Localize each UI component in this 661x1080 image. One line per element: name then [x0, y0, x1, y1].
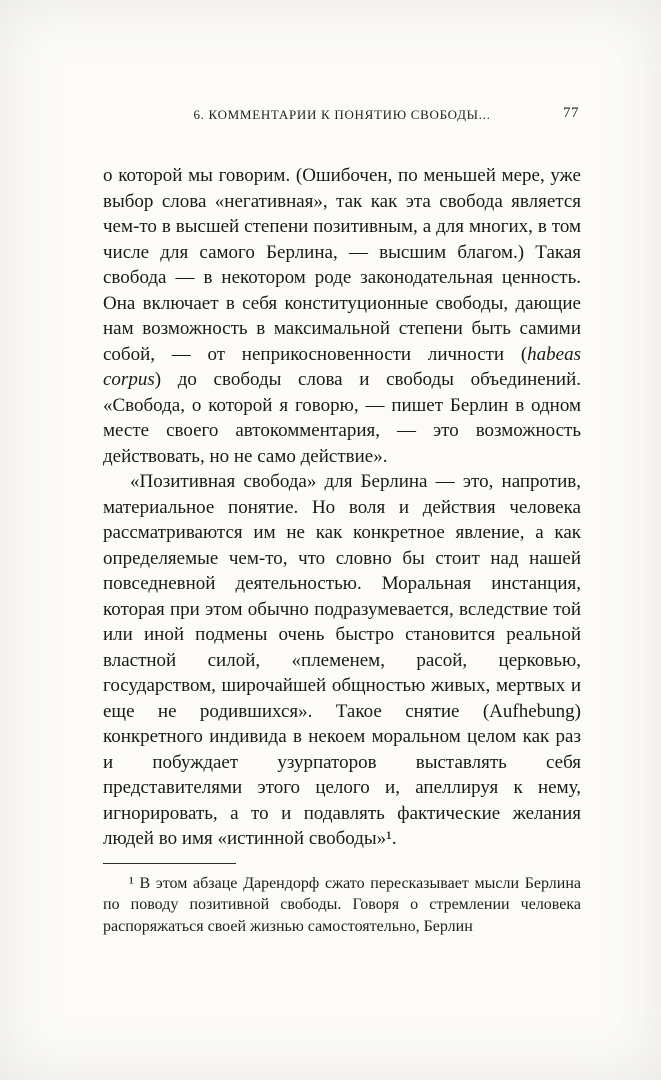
- paragraph: [103, 469, 581, 852]
- page-header: [103, 107, 581, 123]
- text-run: ) до свободы слова и свободы объединений. «Свобода, о которой я говорю, — пишет Берлин в одном месте своего автокомментария, — это возможность действовать, но не само действие».: [103, 369, 581, 467]
- running-title: 6. КОММЕНТАРИИ К ПОНЯТИЮ СВОБОДЫ...: [193, 107, 491, 122]
- page-number: 77: [563, 105, 579, 121]
- body-text: [103, 163, 581, 852]
- text-run: «Позитивная свобода» для Берлина — это, напротив, материальное понятие. Но воля и действия человека рассматриваются им не как конкретное явление, а как определяемые чем-то, что словно бы стоит над нашей повседневной деятельностью. Моральная инстанция, которая при этом обычно подразумевается, вследствие той или иной подмены очень быстро становится реальной властной силой, «племенем, расой, церковью, государством, широчайшей общностью живых, мертвых и еще не родившихся». Такое снятие (Aufhebung) конкретного индивида в некоем моральном целом как раз и побуждает узурпаторов выставлять себя представителями этого целого и, апеллируя к нему, игнорировать, а то и подавлять фактические желания людей во имя «истинной свободы»¹.: [103, 471, 581, 849]
- italic-text-run: habeas corpus: [103, 343, 581, 390]
- footnote: ¹ В этом абзаце Дарендорф сжато пересказывает мысли Берлина по поводу позитивной свободы. Говоря о стремлении человека распоряжаться своей жизнью самостоятельно, Берлин: [103, 874, 581, 935]
- footnote-separator: [103, 863, 236, 864]
- paragraph: [103, 163, 581, 469]
- content-column: [103, 163, 581, 937]
- text-run: о которой мы говорим. (Ошибочен, по меньшей мере, уже выбор слова «негативная», так как эта свобода является чем-то в высшей степени позитивным, а для многих, в том числе для самого Берлина, — высшим благом.) Такая свобода — в некотором роде законодательная ценность. Она включает в себя конституционные свободы, дающие нам возможность в максимальной степени быть самими собой, — от неприкосновенности личности (: [103, 165, 581, 365]
